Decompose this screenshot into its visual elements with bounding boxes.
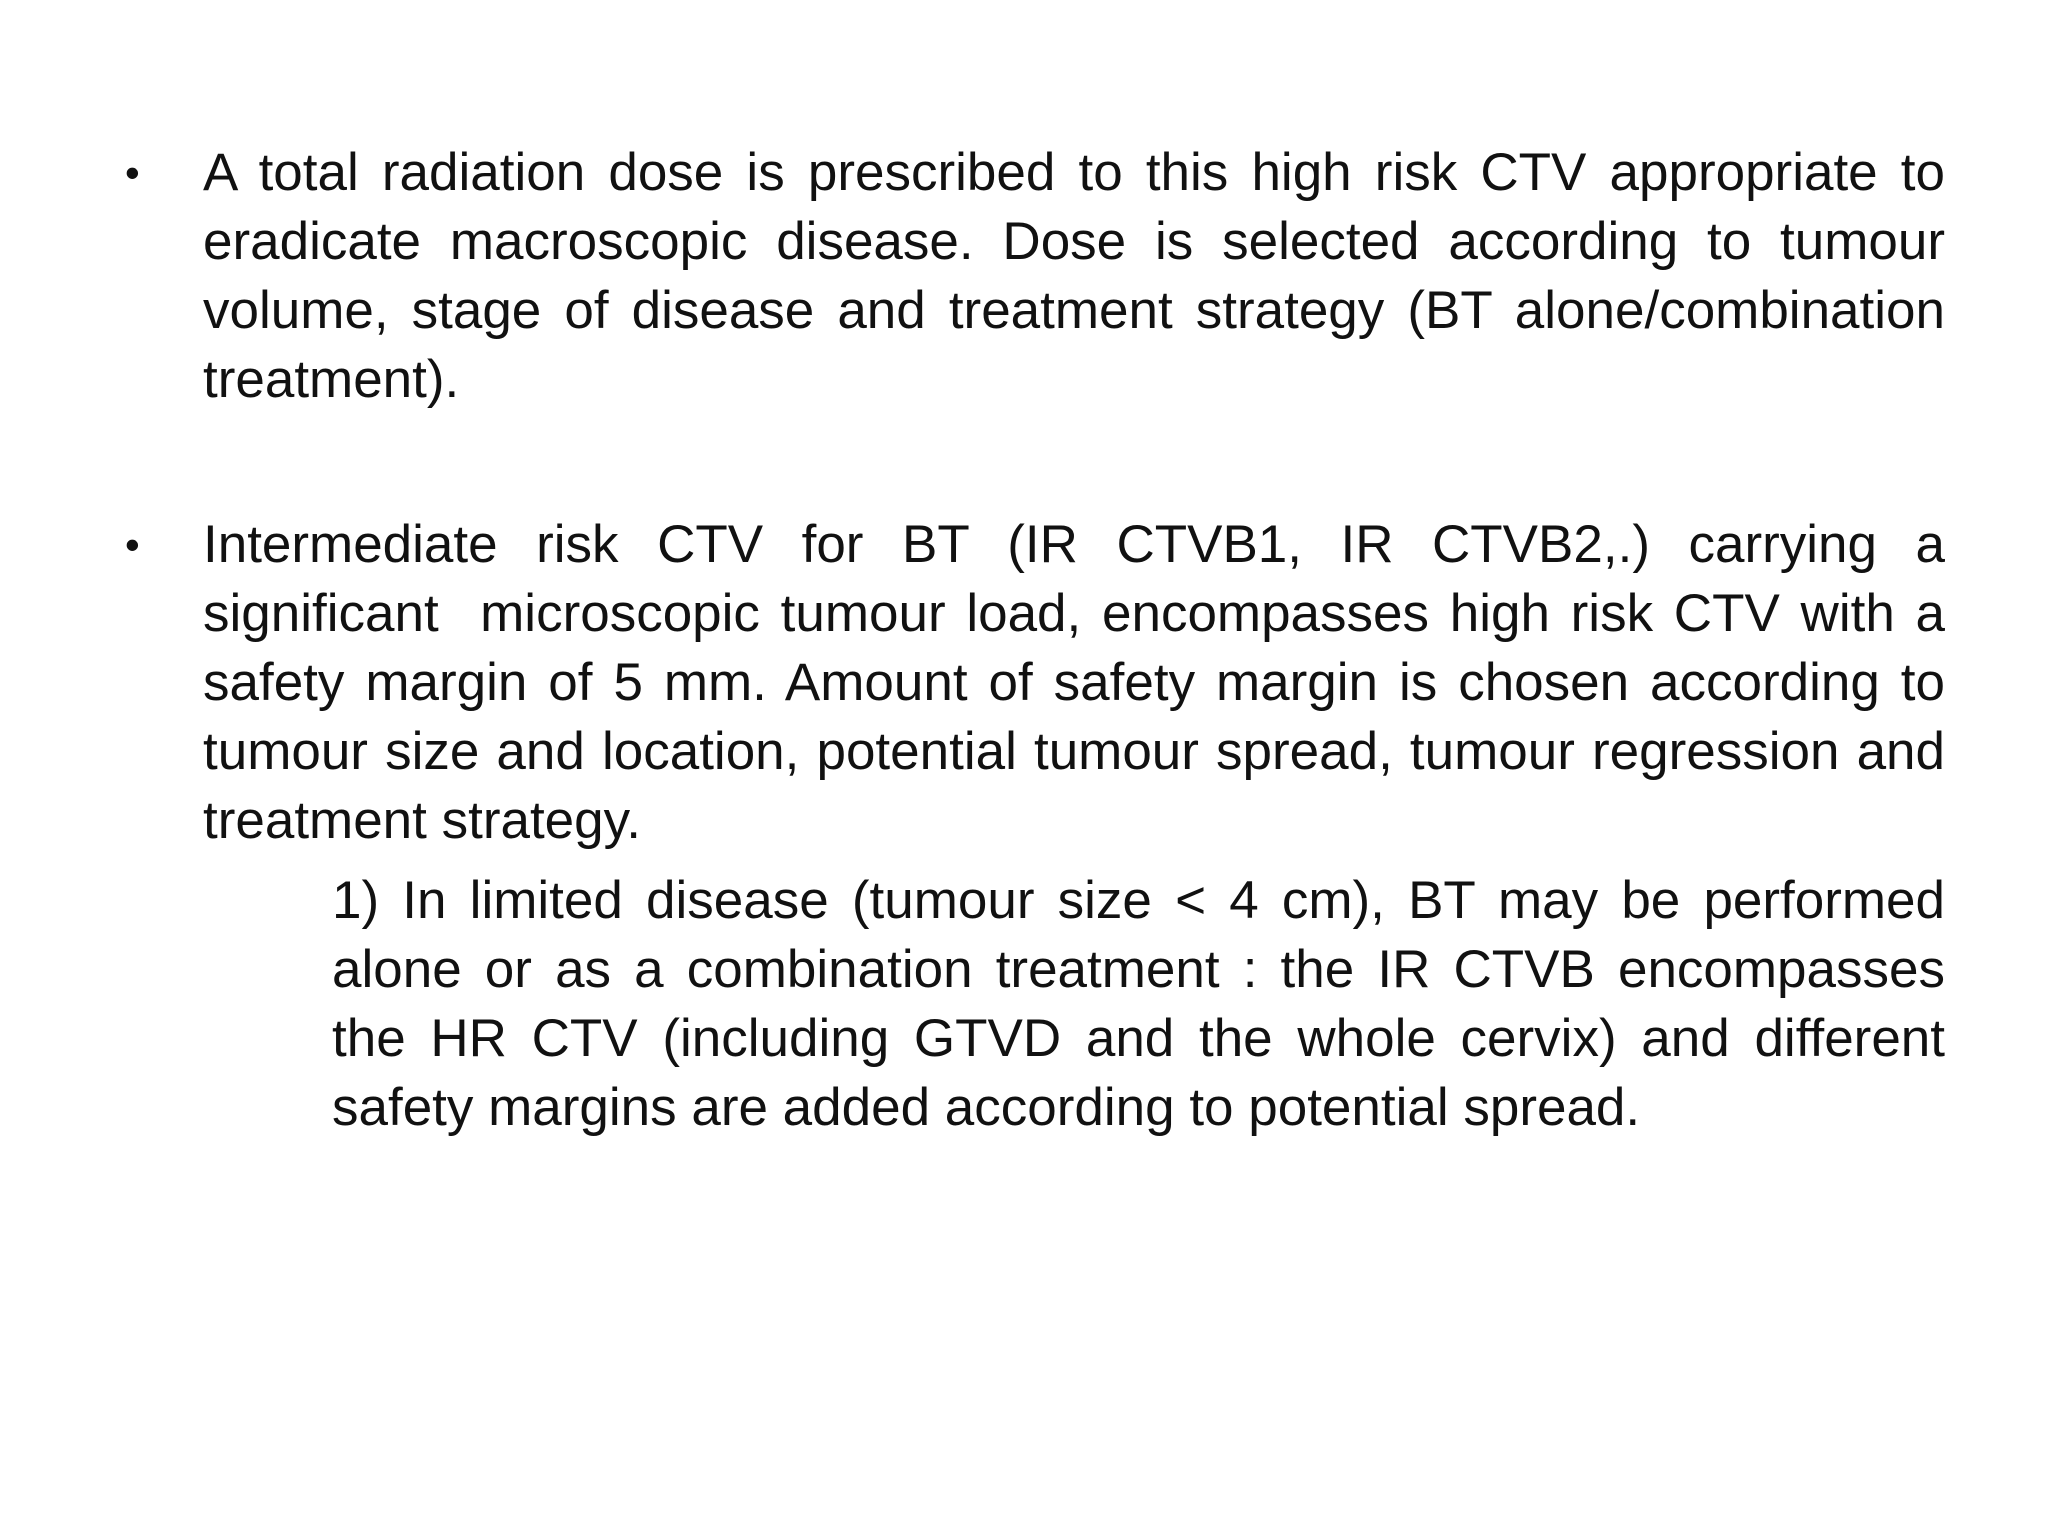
bullet-text: A total radiation dose is prescribed to this high risk CTV appropriate to eradicate macroscopic disease. Dose is selected according to tumour volume, stage of disease and treatment strategy (BT alone/combination treatment). [203, 143, 1960, 409]
bullet-text: Intermediate risk CTV for BT (IR CTVB1, IR CTVB2,.) carrying a significant microscopic tumour load, encompasses high risk CTV with a safety margin of 5 mm. Amount of safety margin is chosen according to tumour size and location, potential tumour spread, tumour regression and treatment strategy. [203, 515, 1960, 850]
bullet-marker: • [125, 521, 140, 568]
bullet-item-high-risk-ctv-dose [125, 138, 1960, 414]
sub-item-limited-disease: 1) In limited disease (tumour size < 4 cm), BT may be performed alone or as a combination treatment : the IR CTVB encompasses the HR CTV (including GTVD and the whole cervix) and different safety margins are added according to potential spread. [332, 871, 1945, 1137]
bullet-marker: • [125, 149, 140, 196]
bullet-item-intermediate-risk-ctv [125, 510, 1960, 855]
